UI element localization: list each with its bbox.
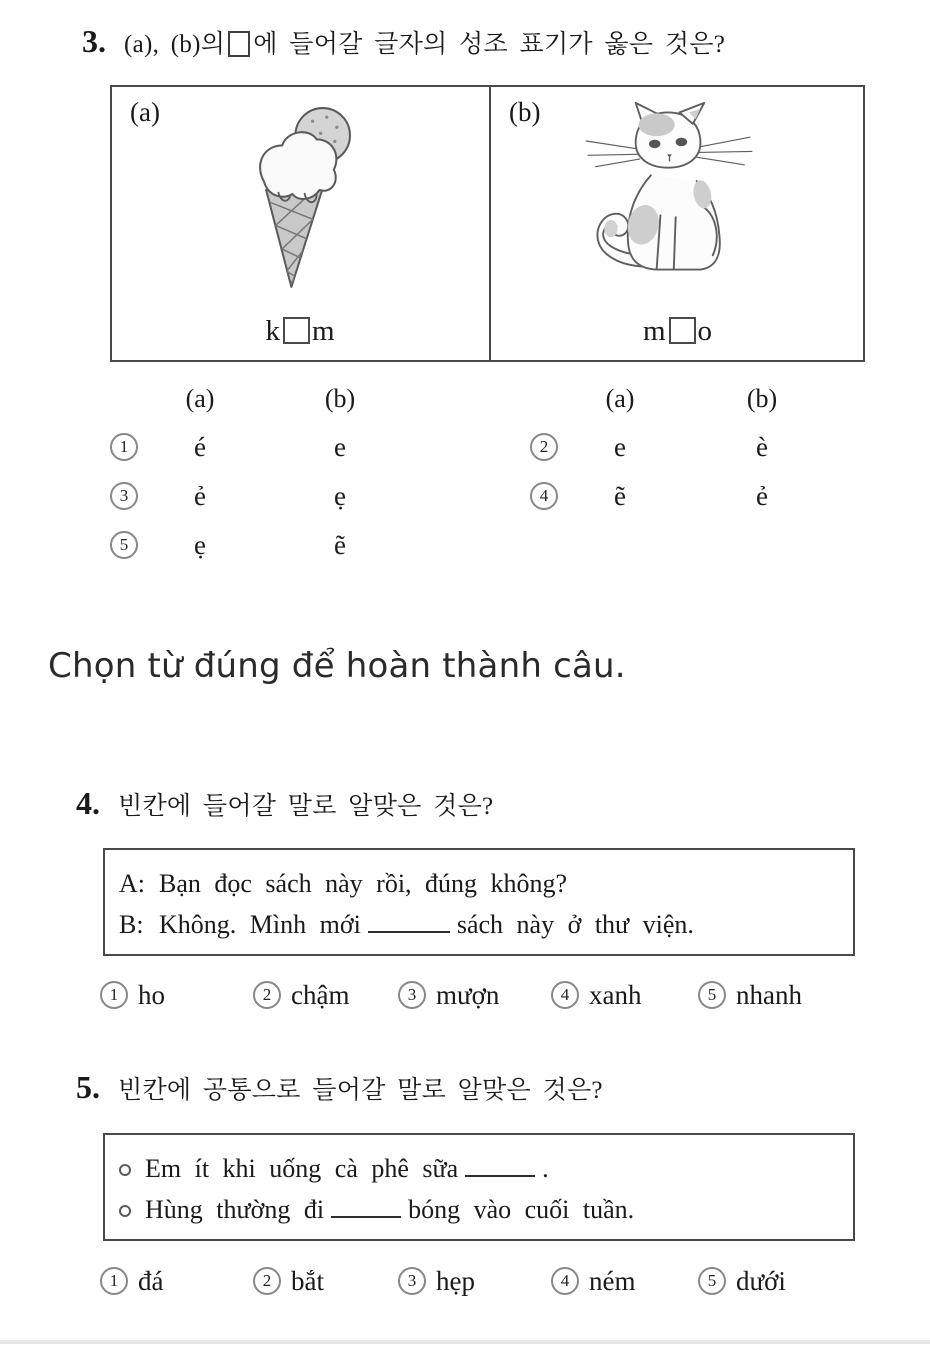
option-label: hẹp — [436, 1266, 475, 1296]
q4-option-1 — [100, 980, 165, 1010]
option-label: chậm — [291, 980, 350, 1010]
q5-sentence-1 — [119, 1148, 839, 1189]
q3-option-4-marker: 4 — [530, 482, 558, 510]
option-label: ho — [138, 980, 165, 1010]
q3-option-2-a: e — [614, 432, 626, 462]
q3-option-1-b: e — [334, 432, 346, 462]
option-marker: 1 — [100, 1267, 128, 1295]
bullet-circle-icon — [119, 1205, 131, 1217]
panel-a-letter-before: k — [265, 315, 281, 347]
panel-b — [491, 87, 865, 360]
q3-option-5-a: ẹ — [194, 530, 206, 560]
dialogue-line-b — [119, 904, 839, 945]
q3-col-header-b-left: (b) — [324, 384, 356, 413]
option-marker: 2 — [253, 981, 281, 1009]
q4-option-3 — [398, 980, 499, 1010]
cat-illustration — [569, 101, 769, 301]
option-marker: 2 — [253, 1267, 281, 1295]
option-marker: 4 — [551, 981, 579, 1009]
q5-options-row — [0, 1266, 930, 1302]
q3-col-header-b-right: (b) — [746, 384, 778, 413]
panel-b-label: (b) — [509, 97, 541, 127]
q3-option-3-b: ẹ — [334, 481, 346, 511]
q3-option-2-b: è — [756, 432, 768, 462]
panel-a-word — [112, 315, 489, 348]
q5-sentence-2-before: Hùng thường đi — [145, 1195, 325, 1224]
option-marker: 5 — [698, 981, 726, 1009]
q5-sentence-1-before: Em ít khi uống cà phê sữa — [145, 1154, 459, 1183]
blank-underline — [465, 1162, 535, 1177]
speaker-a-label: A: — [119, 869, 145, 898]
q3-answer-grid — [0, 380, 930, 570]
q5-number: 5. — [76, 1069, 100, 1105]
panel-a-letter-after: m — [311, 315, 336, 347]
blank-square-icon — [228, 31, 250, 57]
option-label: dưới — [736, 1266, 786, 1296]
missing-letter-box — [669, 317, 696, 344]
q3-option-3-marker: 3 — [110, 482, 138, 510]
q5-option-2 — [253, 1266, 324, 1296]
option-marker: 3 — [398, 981, 426, 1009]
panel-b-letter-before: m — [642, 315, 667, 347]
q3-option-5-b: ẽ — [334, 530, 346, 560]
option-label: xanh — [589, 980, 642, 1010]
option-marker: 4 — [551, 1267, 579, 1295]
dialogue-a-text: Bạn đọc sách này rồi, đúng không? — [159, 869, 568, 898]
q5-option-4 — [551, 1266, 636, 1296]
panel-b-letter-after: o — [697, 315, 714, 347]
option-label: mượn — [436, 980, 500, 1010]
q4-number: 4. — [76, 785, 100, 821]
q3-option-1-marker: 1 — [110, 433, 138, 461]
option-marker: 3 — [398, 1267, 426, 1295]
q3-question-text — [124, 24, 725, 62]
q4-question-text: 빈칸에 들어갈 말로 알맞은 것은? — [118, 793, 494, 820]
q5-sentence-box — [103, 1133, 855, 1241]
q4-header — [76, 786, 876, 824]
q3-header — [82, 24, 882, 62]
missing-letter-box — [283, 317, 310, 344]
q3-option-4-a: ẽ — [614, 481, 626, 511]
option-marker: 5 — [698, 1267, 726, 1295]
dialogue-b-text-before: Không. Mình mới — [159, 910, 361, 939]
panel-a-label: (a) — [130, 97, 160, 127]
q3-option-3-a: ẻ — [194, 481, 206, 511]
q3-image-panel — [110, 85, 865, 362]
option-marker: 1 — [100, 981, 128, 1009]
q5-sentence-2 — [119, 1189, 839, 1230]
option-label: nhanh — [736, 980, 802, 1010]
q3-option-1-a: é — [194, 432, 206, 462]
option-label: đá — [138, 1266, 164, 1296]
q5-option-5 — [698, 1266, 786, 1296]
q5-header — [76, 1070, 876, 1108]
q5-option-1 — [100, 1266, 163, 1296]
panel-b-word — [491, 315, 865, 348]
q5-question-text: 빈칸에 공통으로 들어갈 말로 알맞은 것은? — [118, 1077, 603, 1104]
q3-col-header-a-right: (a) — [605, 384, 635, 413]
option-label: bắt — [291, 1266, 324, 1296]
panel-a — [112, 87, 489, 360]
ice-cream-illustration — [244, 103, 364, 295]
q3-option-4-b: ẻ — [756, 481, 768, 511]
page-bottom-rule — [0, 1340, 930, 1344]
section-heading: Chọn từ đúng để hoàn thành câu. — [48, 646, 626, 686]
blank-underline — [368, 918, 450, 933]
q3-option-2-marker: 2 — [530, 433, 558, 461]
option-label: ném — [589, 1266, 636, 1296]
dialogue-line-a — [119, 863, 839, 904]
q4-option-5 — [698, 980, 802, 1010]
q4-dialogue-box — [103, 848, 855, 956]
q3-number: 3. — [82, 23, 106, 59]
q3-question-suffix: 에 들어갈 글자의 성조 표기가 옳은 것은? — [253, 31, 726, 58]
q5-sentence-2-after: bóng vào cuối tuần. — [408, 1195, 635, 1224]
q3-option-5-marker: 5 — [110, 531, 138, 559]
q5-option-3 — [398, 1266, 475, 1296]
q4-option-2 — [253, 980, 349, 1010]
dialogue-b-text-after: sách này ở thư viện. — [456, 910, 694, 939]
speaker-b-label: B: — [119, 910, 144, 939]
q5-sentence-1-after: . — [542, 1154, 549, 1183]
q3-col-header-a-left: (a) — [185, 384, 215, 413]
bullet-circle-icon — [119, 1164, 131, 1176]
blank-underline — [331, 1203, 401, 1218]
q3-question-prefix: (a), (b)의 — [124, 31, 226, 58]
q4-options-row — [0, 980, 930, 1016]
q4-option-4 — [551, 980, 641, 1010]
